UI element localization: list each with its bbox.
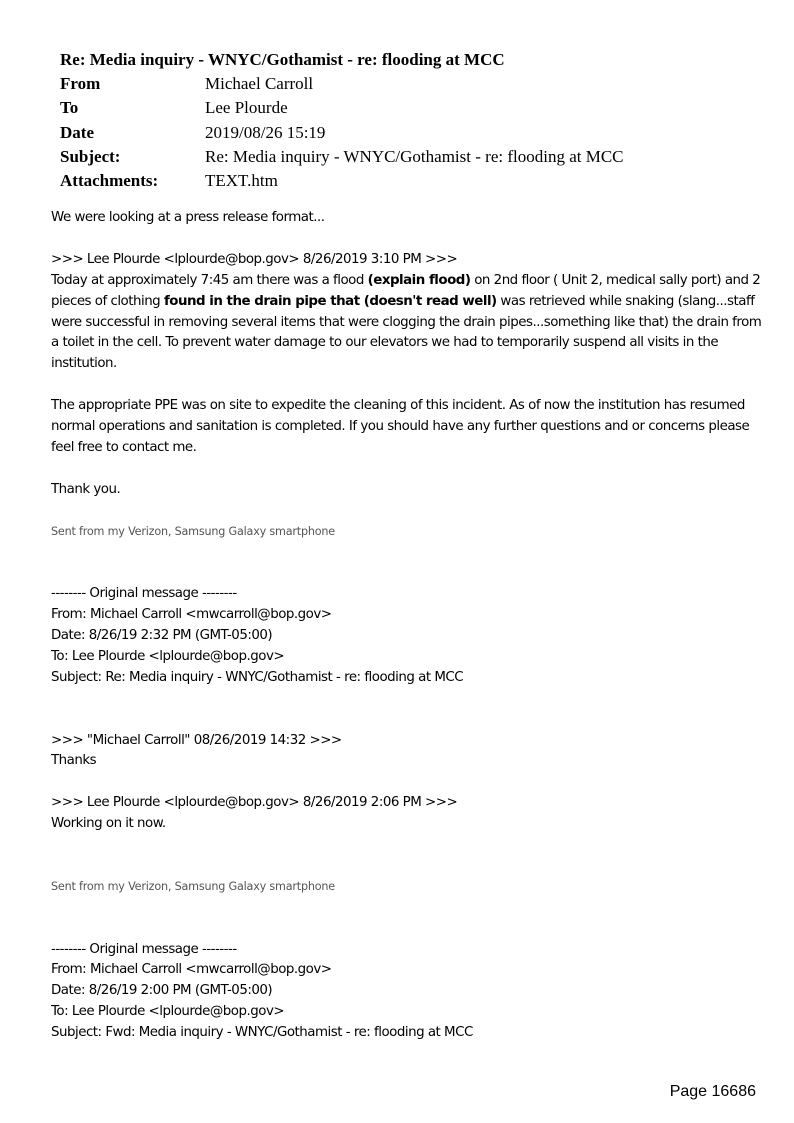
header-row-from: [60, 72, 624, 96]
paragraph-2: The appropriate PPE was on site to expedite the cleaning of this incident. As of now the institution has resumed normal operations and sanitation is completed. If you should have any further questions and or concerns please feel free to contact me.: [51, 398, 750, 455]
email-body: [51, 208, 771, 1044]
attachments-value: TEXT.htm: [205, 171, 278, 191]
signature-2: Sent from my Verizon, Samsung Galaxy smartphone: [51, 879, 335, 893]
original-date-1: Date: 8/26/19 2:32 PM (GMT-05:00): [51, 628, 273, 644]
thanks-line: Thank you.: [51, 481, 121, 497]
subject-value: Re: Media inquiry - WNYC/Gothamist - re: flooding at MCC: [205, 146, 624, 166]
original-from-1: From: Michael Carroll <mwcarroll@bop.gov>: [51, 607, 332, 623]
date-label: Date: [60, 122, 94, 142]
original-to-2: To: Lee Plourde <lplourde@bop.gov>: [51, 1004, 285, 1020]
from-label: From: [60, 74, 101, 93]
quote-text-2: Thanks: [51, 753, 97, 769]
page-number: Page 16686: [669, 1083, 756, 1100]
to-label: To: [60, 98, 79, 118]
original-subject-2: Subject: Fwd: Media inquiry - WNYC/Gothamist - re: flooding at MCC: [51, 1025, 473, 1041]
original-divider-1: -------- Original message --------: [51, 586, 237, 602]
original-date-2: Date: 8/26/19 2:00 PM (GMT-05:00): [51, 983, 273, 999]
original-subject-1: Subject: Re: Media inquiry - WNYC/Gothamist - re: flooding at MCC: [51, 669, 464, 685]
quote-header-3: >>> Lee Plourde <lplourde@bop.gov> 8/26/2019 2:06 PM >>>: [51, 795, 458, 811]
subject-label: Subject:: [60, 146, 121, 166]
p1-bold-1: (explain flood): [367, 272, 471, 288]
p1-text-a: Today at approximately 7:45 am there was a flood: [51, 272, 368, 288]
quote-header-1: >>> Lee Plourde <lplourde@bop.gov> 8/26/2019 3:10 PM >>>: [51, 251, 458, 267]
from-value: Michael Carroll: [205, 74, 314, 93]
attachments-label: Attachments:: [60, 171, 159, 191]
signature-1: Sent from my Verizon, Samsung Galaxy smartphone: [51, 524, 335, 538]
p1-bold-2: found in the drain pipe that (doesn't read well): [163, 293, 497, 309]
p1-text-b: on 2nd floor ( Unit 2, medical sally port) and 2 pieces of clothing: [51, 272, 761, 309]
header-row-subject: [60, 145, 624, 169]
date-value: 2019/08/26 15:19: [205, 122, 326, 142]
email-header: [60, 48, 624, 193]
original-to-1: To: Lee Plourde <lplourde@bop.gov>: [51, 648, 285, 664]
paragraph-1: [51, 271, 771, 376]
header-row-attachments: [60, 169, 624, 193]
header-row-to: [60, 96, 624, 120]
p1-text-c: was retrieved while snaking (slang...staff were successful in removing several items that were clogging the drain pipes...something like that) the drain from a toilet in the cell. To prevent water damage to our elevators we had to temporarily suspend all visits in the institution.: [51, 293, 762, 372]
email-title: Re: Media inquiry - WNYC/Gothamist - re: flooding at MCC: [60, 50, 505, 69]
quote-header-2: >>> "Michael Carroll" 08/26/2019 14:32 >>>: [51, 732, 342, 748]
header-row-date: [60, 121, 624, 145]
to-value: Lee Plourde: [205, 98, 288, 118]
quote-text-3: Working on it now.: [51, 816, 166, 832]
original-from-2: From: Michael Carroll <mwcarroll@bop.gov>: [51, 962, 332, 978]
intro-line: We were looking at a press release format...: [51, 210, 325, 225]
original-divider-2: -------- Original message --------: [51, 941, 237, 957]
